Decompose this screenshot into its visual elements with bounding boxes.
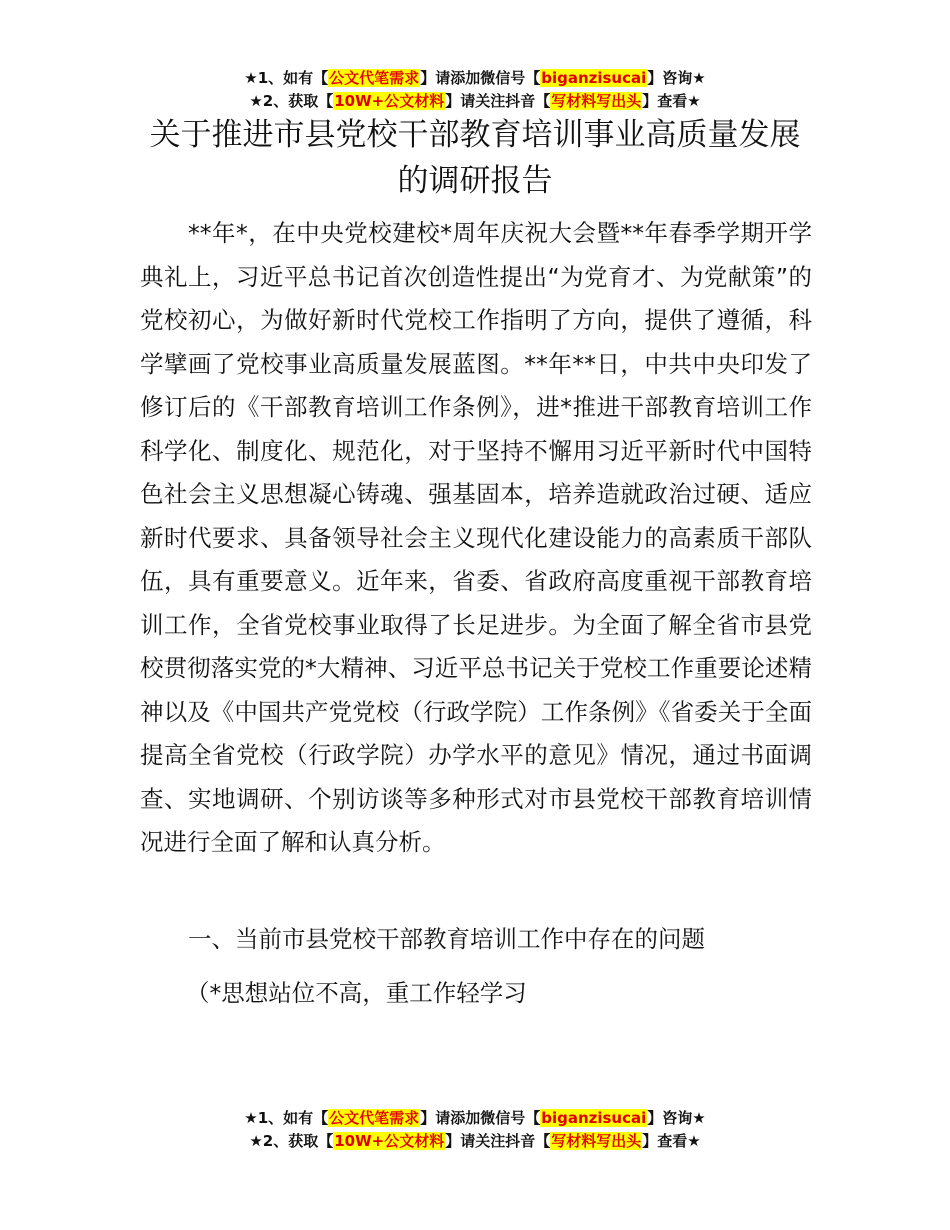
highlight-text: 10W+公文材料 [334, 92, 445, 110]
banner-text: 】查看★ [642, 92, 701, 110]
highlight-text: 写材料写出头 [551, 92, 642, 110]
banner-text: ★2、获取【 [249, 92, 334, 110]
highlight-text: 公文代笔需求 [329, 69, 420, 87]
banner-text: 】请关注抖音【 [445, 1132, 551, 1150]
banner-line-2 [0, 90, 950, 113]
section-heading: 一、当前市县党校干部教育培训工作中存在的问题 [188, 925, 705, 953]
banner-text: 】查看★ [642, 1132, 701, 1150]
document-title: 关于推进市县党校干部教育培训事业高质量发展的调研报告 [149, 117, 801, 199]
header-banner [0, 67, 950, 113]
banner-text: 】咨询★ [647, 1109, 706, 1127]
banner-text: 】咨询★ [647, 69, 706, 87]
banner-line-2 [0, 1130, 950, 1153]
banner-text: ★1、如有【 [244, 69, 329, 87]
highlight-text: biganzisucai [541, 69, 647, 87]
highlight-text: 10W+公文材料 [334, 1132, 445, 1150]
highlight-text: 公文代笔需求 [329, 1109, 420, 1127]
banner-text: 】请添加微信号【 [420, 69, 541, 87]
banner-line-1 [0, 67, 950, 90]
footer-banner [0, 1107, 950, 1153]
highlight-text: 写材料写出头 [551, 1132, 642, 1150]
banner-text: ★2、获取【 [249, 1132, 334, 1150]
banner-line-1 [0, 1107, 950, 1130]
banner-text: 】请关注抖音【 [445, 92, 551, 110]
banner-text: 】请添加微信号【 [420, 1109, 541, 1127]
banner-text: ★1、如有【 [244, 1109, 329, 1127]
subsection-heading: （*思想站位不高，重工作轻学习 [186, 979, 527, 1007]
body-paragraph: **年*，在中央党校建校*周年庆祝大会暨**年春季学期开学典礼上，习近平总书记首次创造性提出“为党育才、为党献策”的党校初心，为做好新时代党校工作指明了方向，提供了遵循，科学擘画了党校事业高质量发展蓝图。**年**日，中共中央印发了修订后的《干部教育培训工作条例》，进*推进干部教育培训工作科学化、制度化、规范化，对于坚持不懈用习近平新时代中国特色社会主义思想凝心铸魂、强基固本，培养造就政治过硬、适应新时代要求、具备领导社会主义现代化建设能力的高素质干部队伍，具有重要意义。近年来，省委、省政府高度重视干部教育培训工作，全省党校事业取得了长足进步。为全面了解全省市县党校贯彻落实党的*大精神、习近平总书记关于党校工作重要论述精神以及《中国共产党党校（行政学院）工作条例》《省委关于全面提高全省党校（行政学院）办学水平的意见》情况，通过书面调查、实地调研、个别访谈等多种形式对市县党校干部教育培训情况进行全面了解和认真分析。 [140, 219, 812, 856]
highlight-text: biganzisucai [541, 1109, 647, 1127]
